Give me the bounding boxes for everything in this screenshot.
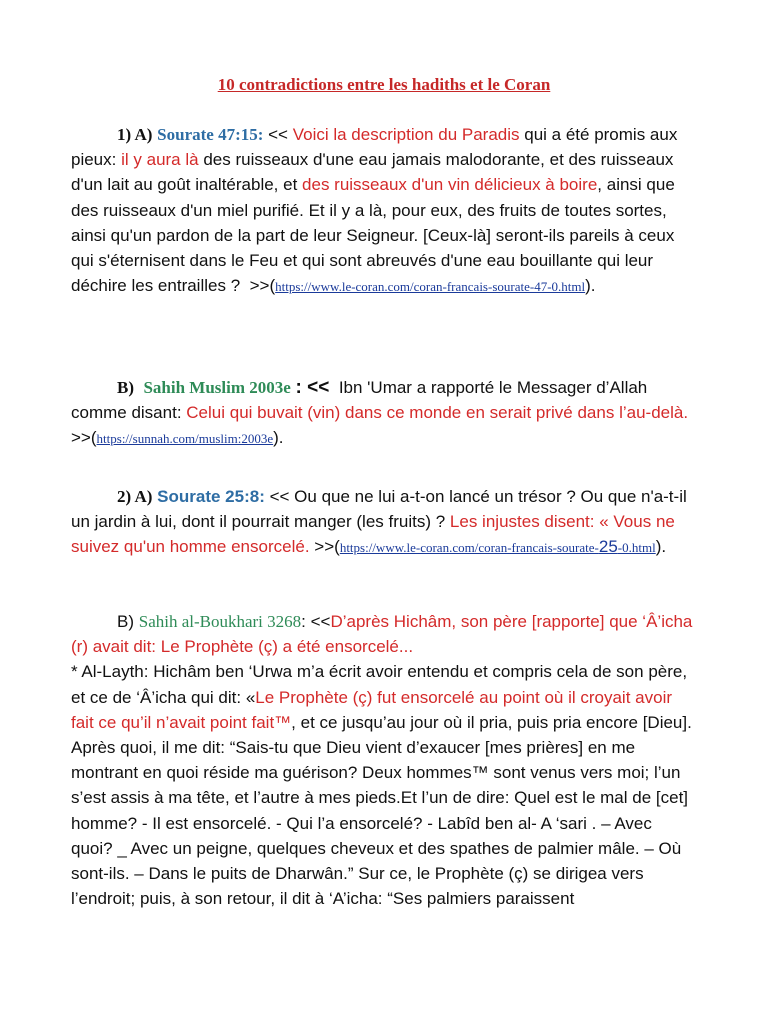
quote-close: >>( — [314, 537, 340, 557]
page-title: 10 contradictions entre les hadiths et le Coran — [217, 75, 551, 94]
body-text: , ainsi que des ruisseaux d'un miel purifié. Et il y a là, pour eux, des fruits de toutes sortes, ainsi qu'un pardon de la part de leur Seigneur. [Ceux-là] seront-ils pareils à ceux qui s'éternisent dans le Feu et qui sont abreuvés d'une eau bouillante qui leur déchire les entrailles ? — [71, 175, 675, 296]
highlight-text: des ruisseaux d'un vin délicieux à boire — [302, 175, 598, 195]
quote-open: << — [268, 125, 288, 144]
quote-close: >>( — [71, 428, 97, 448]
source-link[interactable] — [339, 537, 656, 557]
source-link[interactable]: https://sunnah.com/muslim:2003e — [96, 431, 274, 447]
section-label: 1) A) — [117, 125, 153, 144]
quote-open: : << — [295, 377, 330, 398]
link-part: https://www.le-coran.com/coran-francais-sourate- — [339, 540, 599, 556]
quote-end: ). — [655, 537, 667, 557]
link-number: 25 — [598, 537, 618, 557]
hadith-reference: Sahih al-Boukhari 3268 — [138, 612, 302, 631]
hadith-reference: Sahih Muslim 2003e — [143, 378, 291, 397]
link-part: -0.html — [617, 540, 656, 556]
quran-reference: Sourate 47:15: — [157, 125, 264, 144]
highlight-text: Les injustes disent: « Vous ne suivez qu'un homme ensorcelé. — [71, 512, 675, 557]
quote-close: >>( — [249, 276, 276, 296]
section-2a — [71, 484, 693, 561]
quote-end: ). — [273, 428, 284, 448]
section-label: B) — [117, 378, 134, 397]
body-text: * Al-Layth: Hichâm ben ‘Urwa m’a écrit avoir entendu et compris cela de son père, et ce de ‘Â’icha qui dit: « — [71, 662, 688, 707]
highlight-text: D’après Hichâm, son père [rapporte] que ‘Â’icha (r) avait dit: Le Prophète (ç) a été ensorcelé... — [71, 612, 693, 657]
body-text: Ibn 'Umar a rapporté le Messager d’Allah comme disant: — [71, 378, 648, 423]
body-text: des ruisseaux d'une eau jamais malodorante, et des ruisseaux d'un lait au goût inaltérable, et — [71, 150, 674, 195]
section-1a — [71, 122, 693, 299]
body-text: qui a été promis aux pieux: — [71, 125, 678, 170]
quote-open: : << — [301, 612, 331, 631]
section-label: 2) A) — [117, 487, 153, 506]
source-link[interactable]: https://www.le-coran.com/coran-francais-sourate-47-0.html — [275, 279, 586, 295]
quote-end: ). — [585, 276, 596, 296]
highlight-text: il y aura là — [121, 150, 199, 170]
highlight-text: Voici la description du Paradis — [292, 125, 520, 144]
section-2b — [71, 609, 693, 911]
highlight-text: Celui qui buvait (vin) dans ce monde en serait privé dans l’au-delà. — [186, 403, 689, 423]
body-text: , et ce jusqu’au jour où il pria, puis pria encore [Dieu]. Après quoi, il me dit: “Sais-tu que Dieu vient d’exaucer [mes prières] en me montrant en quoi réside ma guérison? Deux hommes™ sont venus vers moi; l’un s’est assis à ma tête, et l’autre à mes pieds.Et l’un de dire: Quel est le mal de [cet] homme? - Il est ensorcelé. - Qui l’a ensorcelé? - Labîd ben al- A ‘sari . – Avec quoi? _ Avec un peigne, quelques cheveux et des spathes de palmier mâle. – Où sont-ils. – Dans le puits de Dharwân.” Sur ce, le Prophète (ç) se dirigea vers l’endroit; puis, à son retour, il dit à ‘A’icha: “Ses palmiers paraissent — [71, 712, 692, 909]
highlight-text: Le Prophète (ç) fut ensorcelé au point où il croyait avoir fait ce qu’il n’avait point fait™ — [71, 687, 673, 732]
body-text: << Ou que ne lui a-t-on lancé un trésor ? Ou que n'a-t-il un jardin à lui, dont il pourrait manger (les fruits) ? — [71, 487, 687, 532]
quran-reference: Sourate 25:8: — [157, 487, 265, 506]
section-1b — [71, 375, 693, 452]
section-label: B) — [117, 612, 134, 631]
